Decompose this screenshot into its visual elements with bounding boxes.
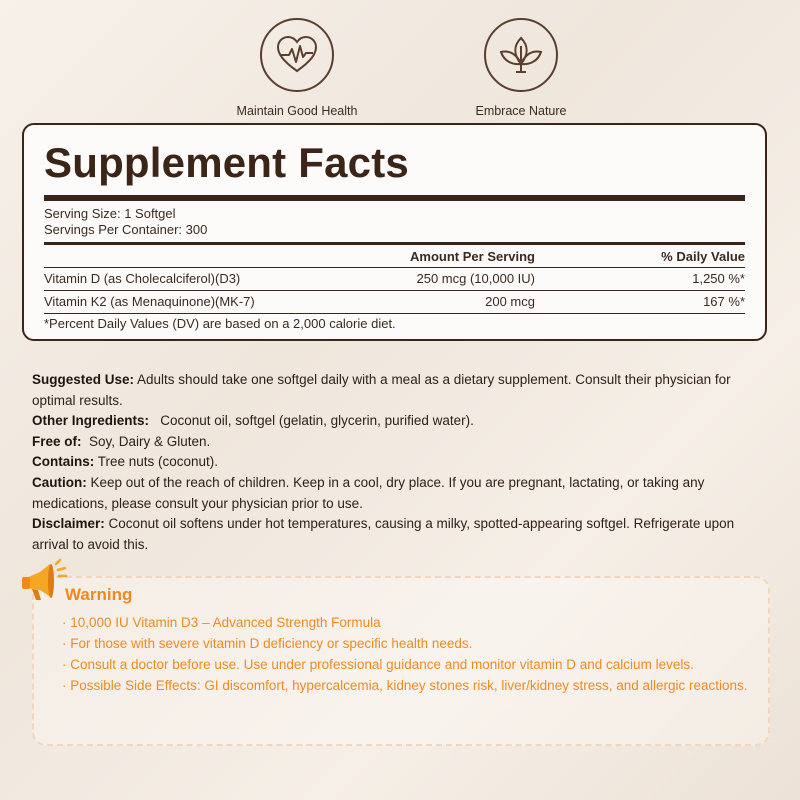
contains xyxy=(32,452,772,473)
suggested-use-text: Adults should take one softgel daily with a meal as a dietary supplement. Consult their physician for optimal results. xyxy=(32,372,731,408)
badge-label: Embrace Nature xyxy=(475,104,567,118)
nutrient-dv: 167 %* xyxy=(703,294,745,309)
disclaimer-label: Disclaimer: xyxy=(32,516,105,532)
warning-list xyxy=(62,612,762,696)
caution-text: Keep out of the reach of children. Keep in a cool, dry place. If you are pregnant, lactating, or taking any medications, please consult your physician prior to use. xyxy=(32,474,705,511)
suggested-use-label: Suggested Use: xyxy=(32,372,135,387)
leaf-icon xyxy=(484,18,558,92)
amount-header: Amount Per Serving xyxy=(410,249,535,264)
list-item: · For those with severe vitamin D deficiency or specific health needs. xyxy=(62,636,473,651)
nutrient-name: Vitamin K2 (as Menaquinone)(MK-7) xyxy=(44,294,255,309)
nutrient-amount: 200 mcg xyxy=(485,294,535,309)
free-of-label: Free of: xyxy=(32,433,82,449)
nutrient-name: Vitamin D (as Cholecalciferol)(D3) xyxy=(44,271,241,286)
suggested-use xyxy=(32,370,772,411)
facts-title: Supplement Facts xyxy=(44,139,409,186)
other-ingredients-text: Coconut oil, softgel (gelatin, glycerin, purified water). xyxy=(149,413,474,429)
list-item: · Consult a doctor before use. Use under professional guidance and monitor vitamin D and calcium levels. xyxy=(62,657,694,672)
supplement-facts-panel xyxy=(22,123,767,341)
megaphone-icon xyxy=(18,558,70,606)
table-row xyxy=(44,291,745,313)
nutrient-dv: 1,250 %* xyxy=(692,271,745,286)
badge-label: Maintain Good Health xyxy=(236,104,358,118)
warning-title: Warning xyxy=(65,585,133,604)
contains-text: Tree nuts (coconut). xyxy=(94,454,219,470)
divider xyxy=(44,242,745,245)
caution-label: Caution: xyxy=(32,474,87,490)
disclaimer xyxy=(32,514,772,555)
badge-embrace-nature xyxy=(421,18,621,118)
list-item: · 10,000 IU Vitamin D3 – Advanced Strength Formula xyxy=(62,615,381,630)
facts-header-row xyxy=(44,247,745,267)
free-of xyxy=(32,432,772,453)
free-of-text: Soy, Dairy & Gluten. xyxy=(81,433,211,449)
product-info xyxy=(32,370,772,555)
disclaimer-text: Coconut oil softens under hot temperatures, causing a milky, spotted-appearing softgel. Refrigerate upon arrival to avoid this. xyxy=(32,516,735,552)
nutrient-amount: 250 mcg (10,000 IU) xyxy=(416,271,535,286)
facts-footnote: *Percent Daily Values (DV) are based on a 2,000 calorie diet. xyxy=(44,316,396,331)
servings-per-container: Servings Per Container: 300 xyxy=(44,222,208,237)
other-ingredients xyxy=(32,411,772,432)
list-item: · Possible Side Effects: GI discomfort, hypercalcemia, kidney stones risk, liver/kidney stress, and allergic reactions. xyxy=(62,678,748,693)
contains-label: Contains: xyxy=(32,454,95,470)
heart-pulse-icon xyxy=(260,18,334,92)
badge-maintain-good-health xyxy=(197,18,397,118)
serving-size: Serving Size: 1 Softgel xyxy=(44,206,176,221)
caution xyxy=(32,473,772,514)
divider xyxy=(44,195,745,201)
dv-header: % Daily Value xyxy=(661,249,745,264)
table-row xyxy=(44,268,745,290)
other-ingredients-label: Other Ingredients: xyxy=(32,413,150,429)
